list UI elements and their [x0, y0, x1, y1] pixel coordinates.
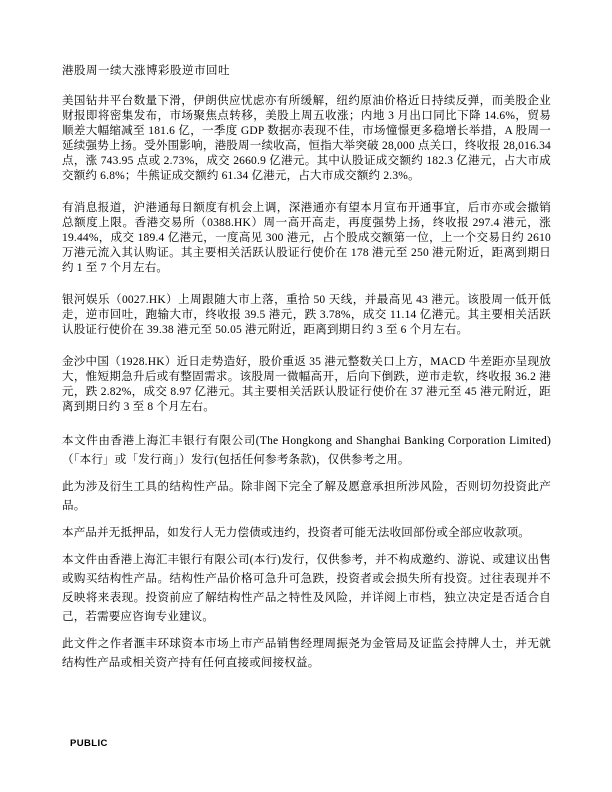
disclaimer-reference-only: 本文件由香港上海汇丰银行有限公司(本行)发行，仅供参考，并不构成邀约、游说、或建议出售或购买结构性产品。结构性产品价格可急升可急跌，投资者或会损失所有投资。过往表现并不反映将来表现。投资前应了解结构性产品之特性及风险，并详阅上市档，独立决定是否适合自己，若需要应咨询专业建议。	[62, 554, 551, 623]
footer-classification-label: PUBLIC	[70, 738, 108, 749]
paragraph-market-summary: 美国钻井平台数量下滑，伊朗供应忧虑亦有所缓解，纽约原油价格近日持续反弹，而美股企业财报即将密集发布，市场聚焦点转移，美股上周五收涨；内地 3 月出口同比下降 14.6%，贸易顺差大幅缩减至 181.6 亿，一季度 GDP 数据亦表现不佳，市场憧憬更多稳增长举措，A 股周一延续强势上扬。受外围影响，港股周一续收高，恒指大举突破 28,000 点关口，终收报 28,016.34 点，涨 743.95 点或 2.73%，成交 2660.9 亿港元。其中认股证成交额约 182.3 亿港元，占大市成交额约 6.8%；牛熊证成交额约 61.34 亿港元，占大市成交额约 2.3%。	[62, 95, 551, 182]
disclaimer-derivative-risk: 此为涉及衍生工具的结构性产品。除非阁下完全了解及愿意承担所涉风险，否则切勿投资此产品。	[62, 481, 551, 512]
paragraph-sands-1928: 金沙中国（1928.HK）近日走势造好，股价重返 35 港元整数关口上方，MACD 牛差距亦呈现放大，惟短期急升后或有整固需求。该股周一微幅高开，后向下倒跌，逆市走软，终收报 36.2 港元，跌 2.82%，成交 8.97 亿港元。其主要相关活跃认股证行使价在 37 港元至 45 港元附近，距离到期日约 3 至 8 个月左右。	[62, 356, 551, 413]
disclaimer-issuer: 本文件由香港上海汇丰银行有限公司(The Hongkong and Shanghai Banking Corporation Limited) （「本行」或「发行商」）发行(包括任何参考条款)，仅供参考之用。	[62, 435, 551, 466]
disclaimer-author-interest: 此文件之作者滙丰环球资本市场上市产品销售经理周振尧为金管局及证监会持牌人士，并无就结构性产品或相关资产持有任何直接或间接权益。	[62, 638, 551, 669]
document-content	[62, 64, 551, 681]
paragraph-hkex-0388: 有消息报道，沪港通每日额度有机会上调，深港通亦有望本月宣布开通事宜，后市亦或会撤销总额度上限。香港交易所（0388.HK）周一高开高走，再度强势上扬，终收报 297.4 港元，涨 19.44%，成交 189.4 亿港元，一度高见 300 港元，占个股成交额第一位，上一个交易日约 2610 万港元流入其认购证。其主要相关活跃认股证行使价在 178 港元至 250 港元附近，距离到期日约 1 至 7 个月左右。	[62, 202, 551, 274]
paragraph-galaxy-0027: 银河娱乐（0027.HK）上周跟随大市上落，重拾 50 天线，并最高见 43 港元。该股周一低开低走，逆市回吐，跑输大市，终收报 39.5 港元，跌 3.78%，成交 11.14 亿港元。其主要相关活跃认股证行使价在 39.38 港元至 50.05 港元附近，距离到期日约 3 至 6 个月左右。	[62, 294, 551, 336]
disclaimer-no-collateral: 本产品并无抵押品，如发行人无力偿债或违约，投资者可能无法收回部份或全部应收款项。	[62, 527, 530, 539]
document-title: 港股周一续大涨博彩股逆市回吐	[62, 65, 230, 77]
